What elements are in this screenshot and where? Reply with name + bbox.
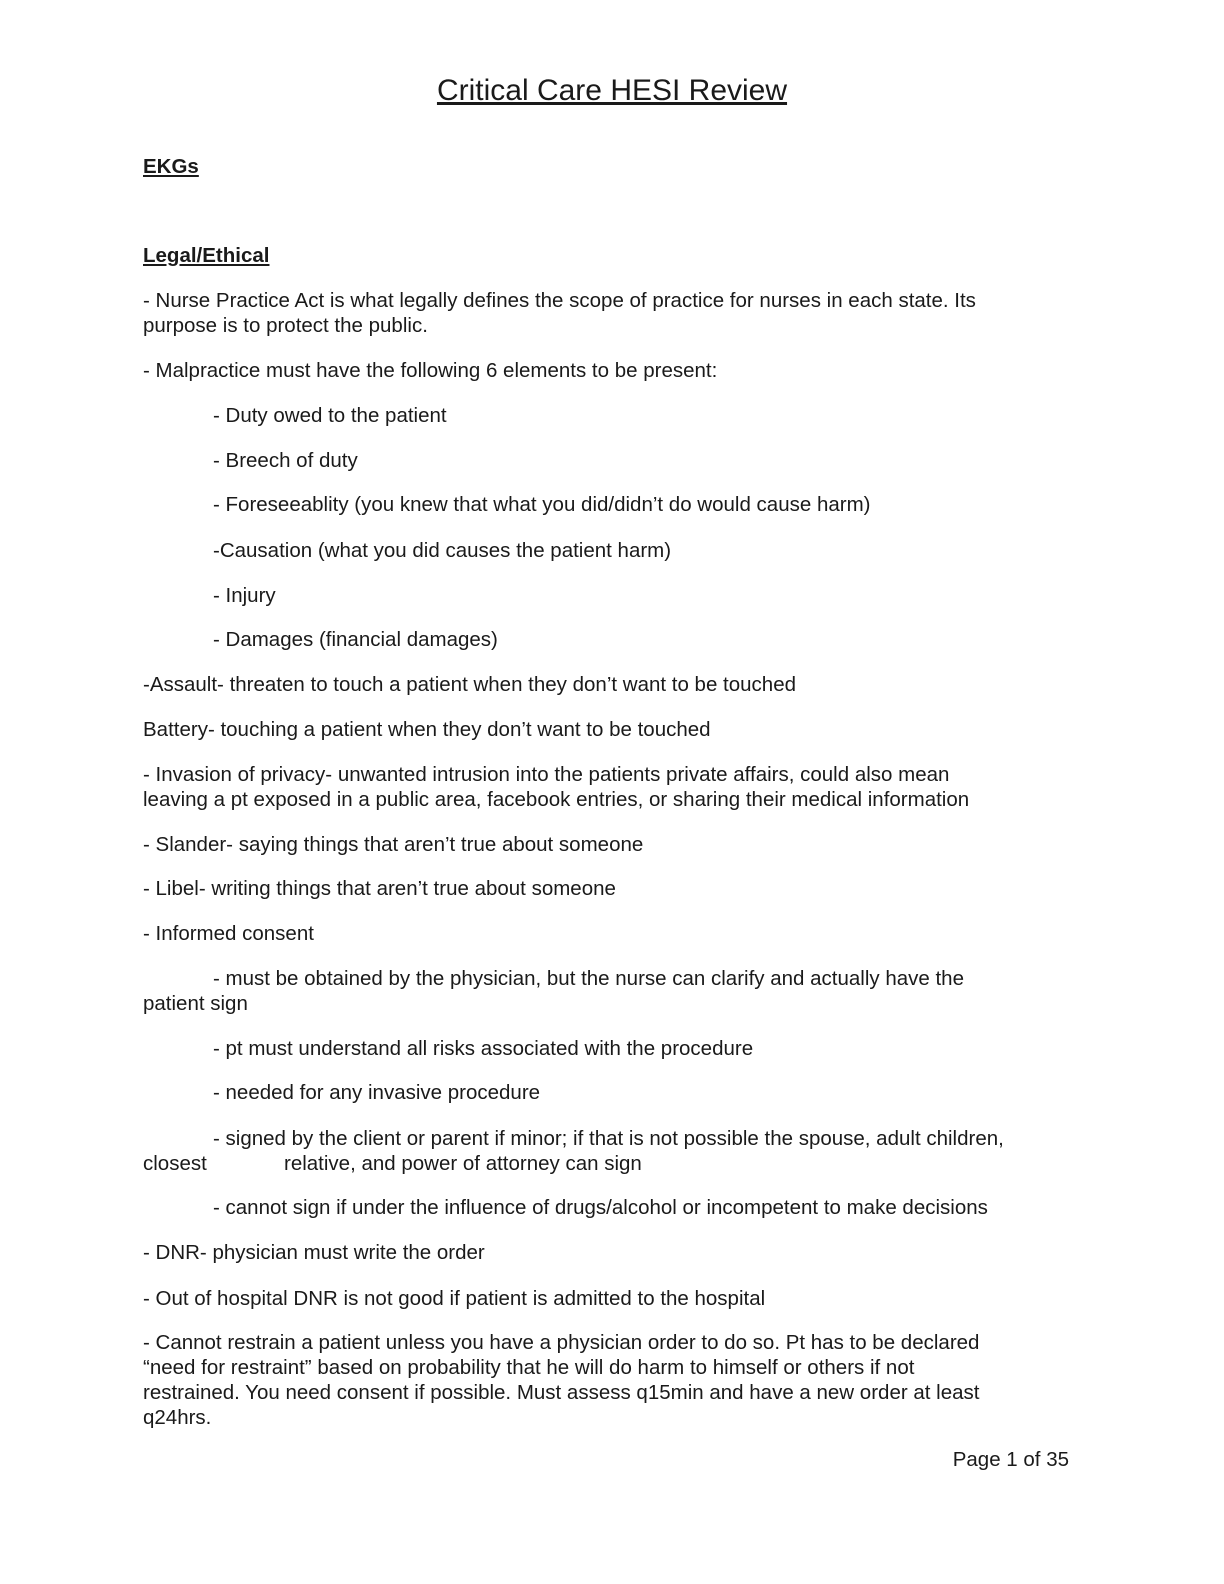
body-line: restrained. You need consent if possible. Must assess q15min and have a new order at least [143,1381,980,1404]
section-heading-legal-ethical: Legal/Ethical [143,244,270,267]
body-line: - Breech of duty [213,449,358,472]
body-line: - Damages (financial damages) [213,628,498,651]
body-line: - needed for any invasive procedure [213,1081,541,1104]
body-line: - Informed consent [143,922,314,945]
body-line: - cannot sign if under the influence of drugs/alcohol or incompetent to make decisions [213,1196,988,1219]
body-line: closest [143,1152,207,1175]
body-line: - Out of hospital DNR is not good if patient is admitted to the hospital [143,1287,766,1310]
page-number: Page 1 of 35 [952,1448,1069,1471]
body-line: purpose is to protect the public. [143,314,428,337]
body-line: - Libel- writing things that aren’t true about someone [143,877,616,900]
body-line: patient sign [143,992,248,1015]
body-line: leaving a pt exposed in a public area, facebook entries, or sharing their medical information [143,788,970,811]
body-line: - Invasion of privacy- unwanted intrusion into the patients private affairs, could also mean [143,763,950,786]
body-line: q24hrs. [143,1406,212,1429]
body-line: - must be obtained by the physician, but the nurse can clarify and actually have the [213,967,964,990]
body-line: - Foreseeablity (you knew that what you did/didn’t do would cause harm) [213,493,871,516]
document-title: Critical Care HESI Review [436,74,788,107]
body-line: - Duty owed to the patient [213,404,447,427]
body-line: - Slander- saying things that aren’t true about someone [143,833,644,856]
body-line: - Malpractice must have the following 6 elements to be present: [143,359,718,382]
body-line: - Nurse Practice Act is what legally defines the scope of practice for nurses in each state. Its [143,289,976,312]
body-line: - pt must understand all risks associated with the procedure [213,1037,754,1060]
section-heading-ekgs: EKGs [143,155,199,178]
body-line: - Cannot restrain a patient unless you have a physician order to do so. Pt has to be declared [143,1331,980,1354]
body-line: - DNR- physician must write the order [143,1241,485,1264]
body-line: - signed by the client or parent if minor; if that is not possible the spouse, adult children, [213,1127,1004,1150]
body-line: Battery- touching a patient when they don’t want to be touched [143,718,711,741]
body-line: -Assault- threaten to touch a patient when they don’t want to be touched [143,673,797,696]
body-line: -Causation (what you did causes the patient harm) [213,539,672,562]
body-line: relative, and power of attorney can sign [284,1152,642,1175]
body-line: - Injury [213,584,276,607]
body-line: “need for restraint” based on probability that he will do harm to himself or others if not [143,1356,915,1379]
